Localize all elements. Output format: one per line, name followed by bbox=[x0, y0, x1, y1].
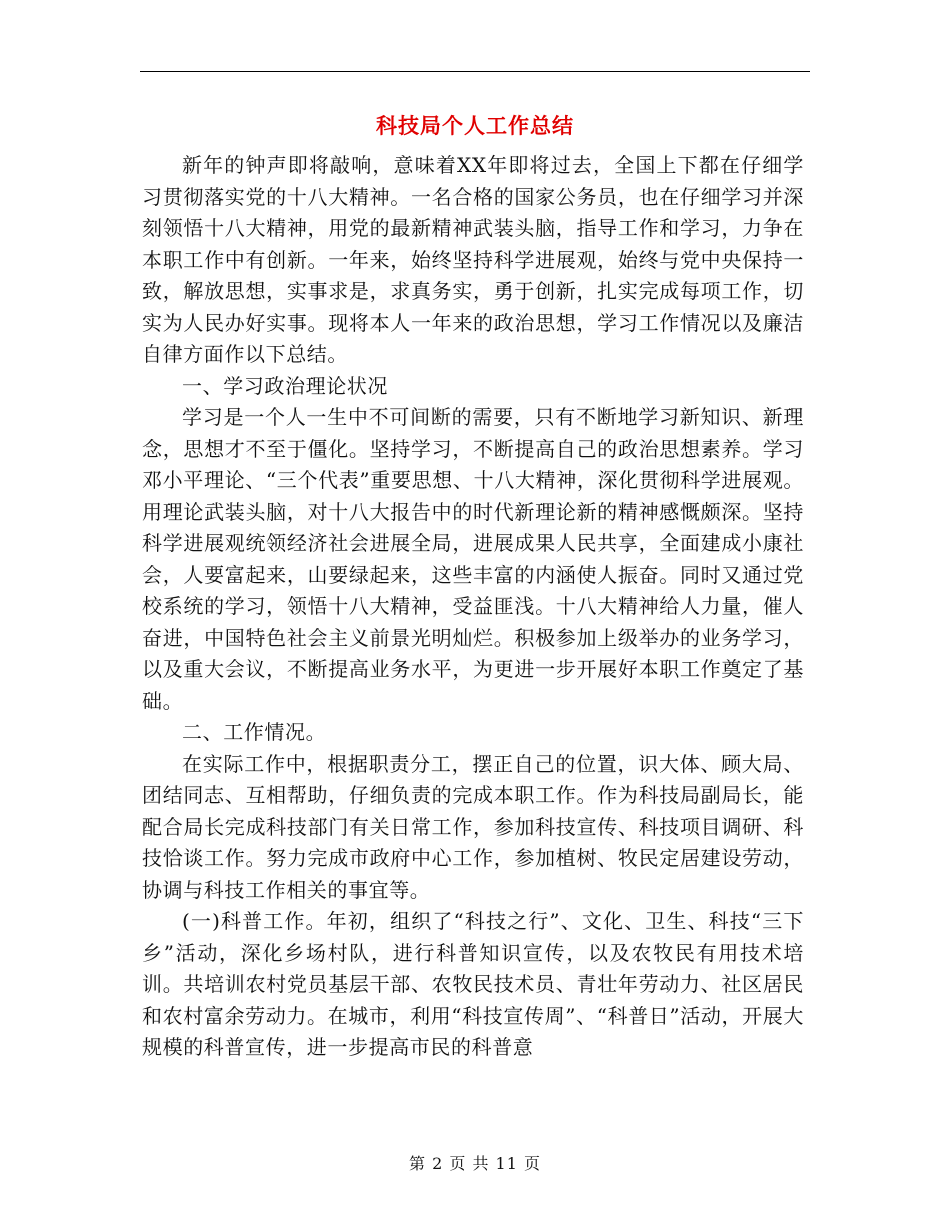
page-number-footer: 第 2 页 共 11 页 bbox=[409, 1154, 541, 1173]
paragraph-work: 在实际工作中，根据职责分工，摆正自己的位置，识大体、顾大局、团结同志、互相帮助，仔细负责的完成本职工作。作为科技局副局长，能配合局长完成科技部门有关日常工作，参加科技宣传、科技项目调研、科技恰谈工作。努力完成市政府中心工作，参加植树、牧民定居建设劳动，协调与科技工作相关的事宜等。 bbox=[142, 751, 804, 902]
document-body bbox=[142, 150, 804, 1064]
paragraph-theory: 学习是一个人一生中不可间断的需要，只有不断地学习新知识、新理念，思想才不至于僵化。坚持学习，不断提高自己的政治思想素养。学习邓小平理论、“三个代表”重要思想、十八大精神，深化贯彻科学进展观。用理论武装头脑，对十八大报告中的时代新理论新的精神感慨颇深。坚持科学进展观统领经济社会进展全局，进展成果人民共享，全面建成小康社会，人要富起来，山要绿起来，这些丰富的内涵使人振奋。同时又通过党校系统的学习，领悟十八大精神，受益匪浅。十八大精神给人力量，催人奋进，中国特色社会主义前景光明灿烂。积极参加上级举办的业务学习，以及重大会议，不断提高业务水平，为更进一步开展好本职工作奠定了基础。 bbox=[142, 405, 804, 713]
header-rule bbox=[140, 71, 810, 72]
paragraph-science-popularization: (一)科普工作。年初，组织了“科技之行”、文化、卫生、科技“三下乡”活动，深化乡场村队，进行科普知识宣传，以及农牧民有用技术培训。共培训农村党员基层干部、农牧民技术员、青壮年劳动力、社区居民和农村富余劳动力。在城市，利用“科技宣传周”、“科普日”活动，开展大规模的科普宣传，进一步提高市民的科普意 bbox=[142, 909, 804, 1059]
section-heading-work: 二、工作情况。 bbox=[182, 720, 327, 744]
paragraph-intro: 新年的钟声即将敲响，意味着XX年即将过去，全国上下都在仔细学习贯彻落实党的十八大精神。一名合格的国家公务员，也在仔细学习并深刻领悟十八大精神，用党的最新精神武装头脑，指导工作和学习，力争在本职工作中有创新。一年来，始终坚持科学进展观，始终与党中央保持一致，解放思想，实事求是，求真务实，勇于创新，扎实完成每项工作，切实为人民办好实事。现将本人一年来的政治思想，学习工作情况以及廉洁自律方面作以下总结。 bbox=[142, 153, 804, 366]
document-title: 科技局个人工作总结 bbox=[376, 113, 574, 138]
section-heading-theory: 一、学习政治理论状况 bbox=[182, 373, 388, 398]
